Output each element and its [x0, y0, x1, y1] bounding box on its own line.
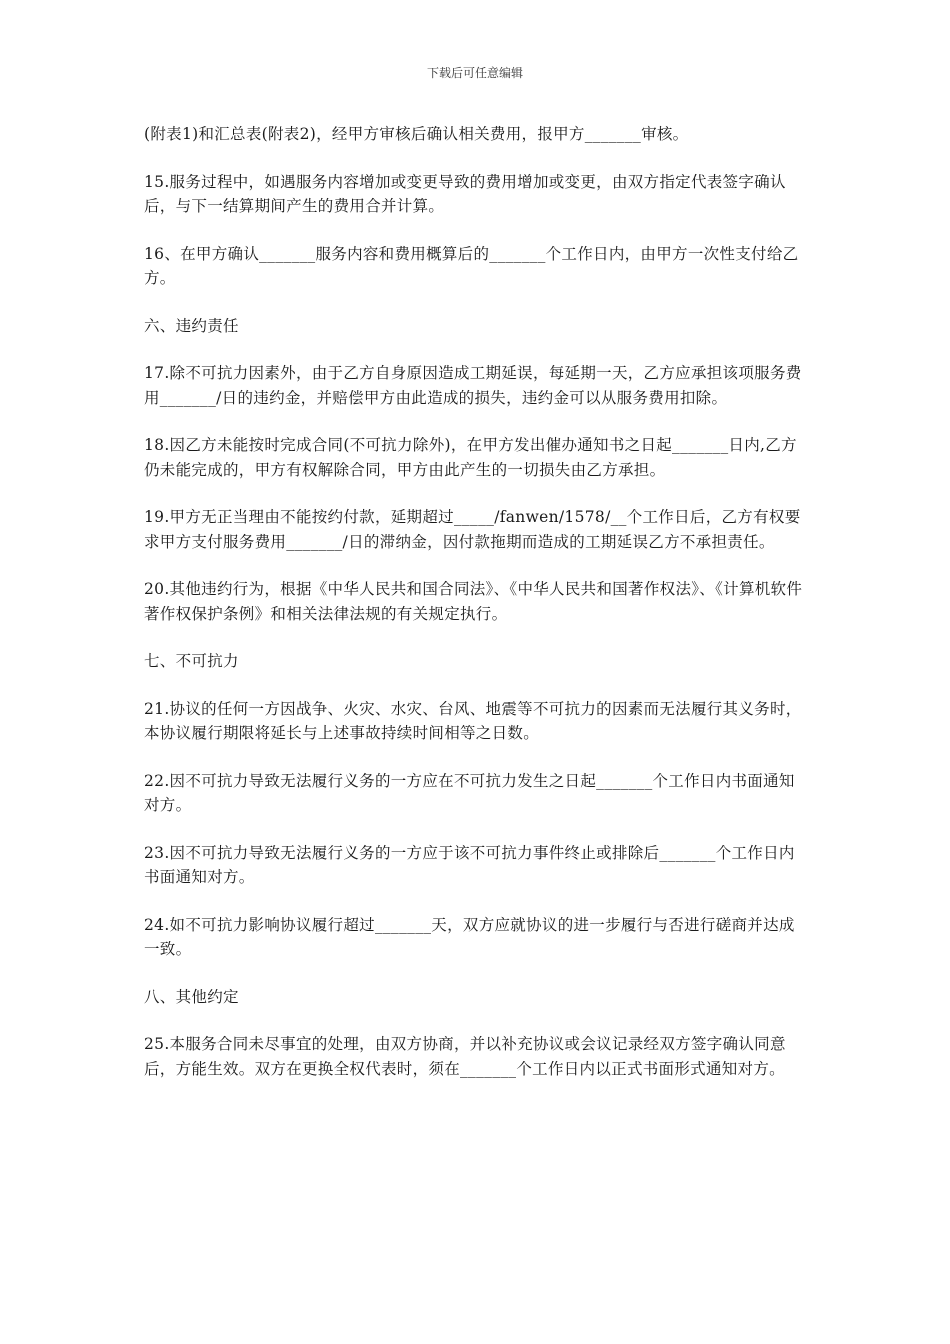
section-heading-breach: 六、违约责任	[144, 316, 239, 335]
paragraph-attachment-review: (附表1)和汇总表(附表2)，经甲方审核后确认相关费用，报甲方_______审核。	[144, 125, 689, 143]
clause-25: 25.本服务合同未尽事宜的处理，由双方协商，并以补充协议或会议记录经双方签字确认同意后，方能生效。双方在更换全权代表时，须在_______个工作日内以正式书面形式通知对方。	[144, 1035, 786, 1078]
clause-21: 21.协议的任何一方因战争、火灾、水灾、台风、地震等不可抗力的因素而无法履行其义务时，本协议履行期限将延长与上述事故持续时间相等之日数。	[144, 699, 802, 742]
clause-16: 16、在甲方确认_______服务内容和费用概算后的_______个工作日内，由甲方一次性支付给乙方。	[144, 244, 799, 287]
clause-15: 15.服务过程中，如遇服务内容增加或变更导致的费用增加或变更，由双方指定代表签字确认后，与下一结算期间产生的费用合并计算。	[144, 172, 786, 215]
section-heading-force-majeure: 七、不可抗力	[144, 652, 239, 670]
clause-23: 23.因不可抗力导致无法履行义务的一方应于该不可抗力事件终止或排除后_______个工作日内书面通知对方。	[144, 843, 795, 886]
section-heading-other: 八、其他约定	[144, 987, 239, 1006]
header-note: 下载后可任意编辑	[426, 66, 523, 80]
clause-22: 22.因不可抗力导致无法履行义务的一方应在不可抗力发生之日起_______个工作日内书面通知对方。	[144, 771, 795, 814]
clause-18: 18.因乙方未能按时完成合同(不可抗力除外)，在甲方发出催办通知书之日起_______日内,乙方仍未能完成的，甲方有权解除合同，甲方由此产生的一切损失由乙方承担。	[144, 436, 797, 479]
clause-24: 24.如不可抗力影响协议履行超过_______天，双方应就协议的进一步履行与否进行磋商并达成一致。	[144, 915, 795, 958]
clause-20: 20.其他违约行为，根据《中华人民共和国合同法》、《中华人民共和国著作权法》、《计算机软件著作权保护条例》和相关法律法规的有关规定执行。	[144, 580, 803, 623]
clause-19: 19.甲方无正当理由不能按约付款，延期超过_____/fanwen/1578/__个工作日后，乙方有权要求甲方支付服务费用_______/日的滞纳金，因付款拖期而造成的工期延误乙方不承担责任。	[144, 508, 801, 551]
clause-17: 17.除不可抗力因素外，由于乙方自身原因造成工期延误，每延期一天，乙方应承担该项服务费用_______/日的违约金，并赔偿甲方由此造成的损失，违约金可以从服务费用扣除。	[144, 364, 802, 407]
document-body	[144, 122, 804, 1104]
